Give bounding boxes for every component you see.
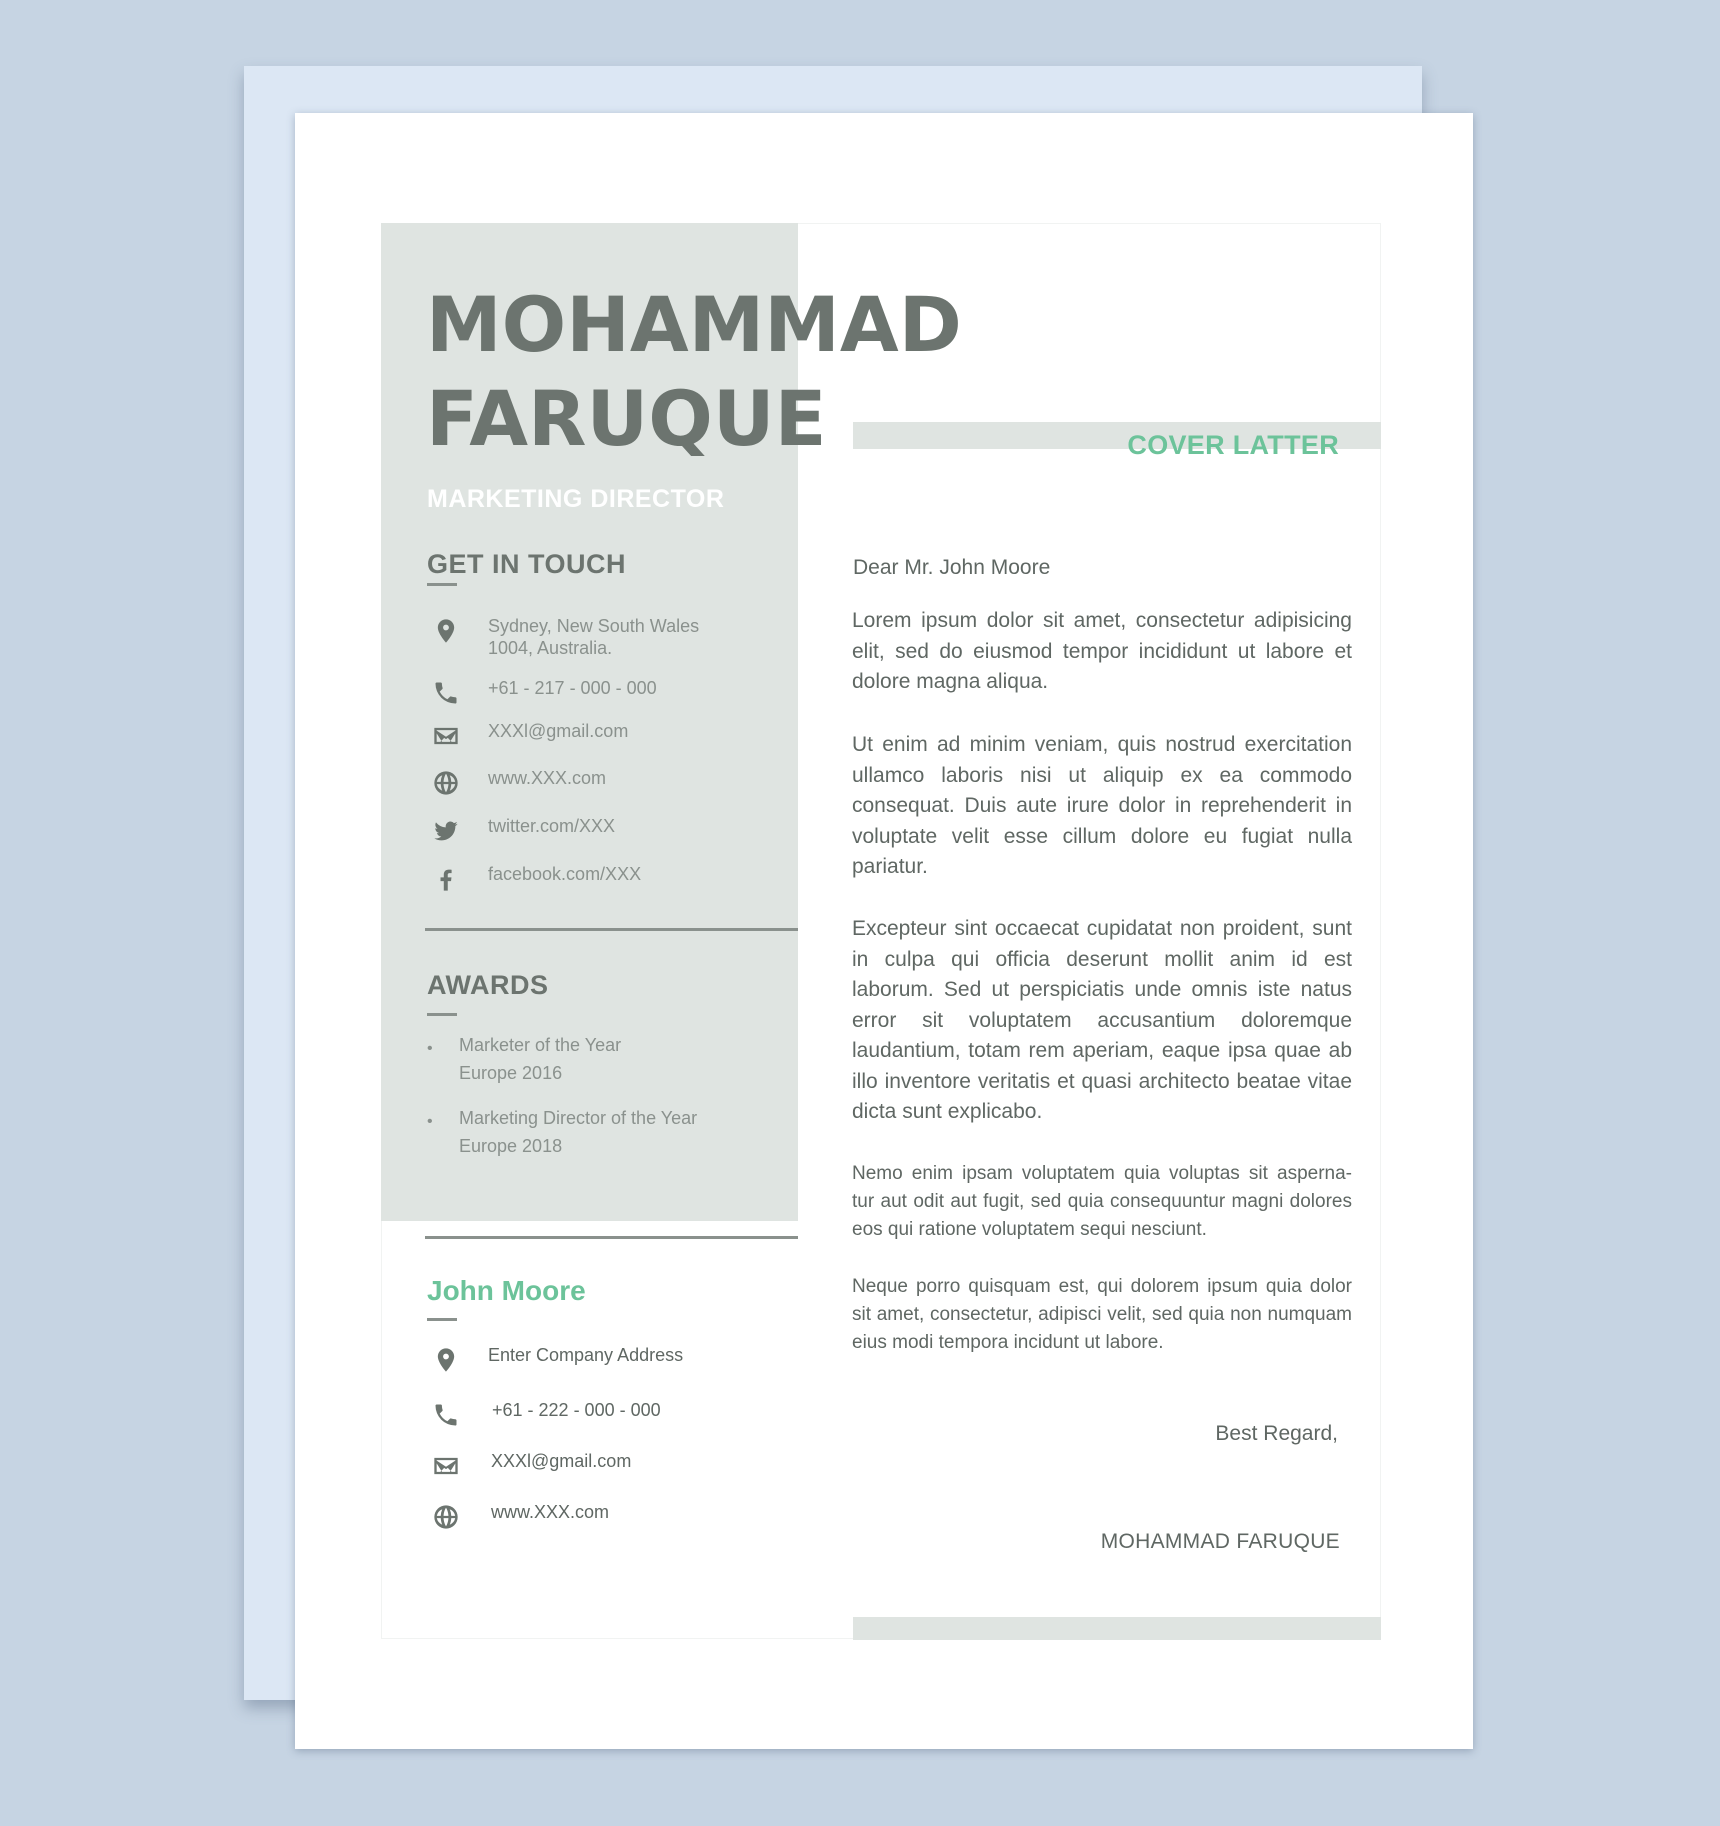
contact-heading: GET IN TOUCH [427, 549, 627, 579]
recipient-phone-text: +61 - 222 - 000 - 000 [492, 1400, 661, 1420]
contact-twitter-text: twitter.com/XXX [488, 816, 616, 836]
letter-paragraph-1: Lorem ipsum dolor sit amet, consectetur adipisicing elit, sed do eiusmod tempor incididunt ut labore et dolore magna aliqua. [852, 609, 1352, 693]
contact-website-text: www.XXX.com [488, 768, 607, 788]
job-title: MARKETING DIRECTOR [427, 485, 725, 513]
recipient-website [430, 1501, 609, 1533]
name-line-2: FARUQUE [426, 374, 827, 463]
recipient-address-text: Enter Company Address [488, 1345, 684, 1365]
contact-address [430, 615, 699, 659]
globe-icon [430, 767, 462, 799]
letter-paragraph-3: Excepteur sint occaecat cupidatat non proident, sunt in culpa qui officia deserunt mollit anim id est laborum. Sed ut perspiciatis unde omnis iste natus error sit voluptatem accusantium doloremque laudantium, totam rem aperiam, eaque ipsa quae ab illo inventore veritatis et quasi architecto beatae vitae dicta sunt explicabo. [852, 917, 1352, 1123]
contact-twitter [430, 815, 615, 847]
award-text: Marketing Director of the Year Europe 2018 [459, 1108, 698, 1156]
footer-band [853, 1617, 1381, 1640]
letter-paragraph-5: Neque porro quisquam est, qui dolorem ipsum quia dolor sit amet, consectetur, adipisci velit, sed quia non numquam eius modi tempora incidunt ut labore. [852, 1276, 1352, 1353]
envelope-icon [430, 1450, 462, 1482]
award-item [427, 1104, 697, 1160]
contact-phone-text: +61 - 217 - 000 - 000 [488, 678, 657, 698]
recipient-email-text: XXXl@gmail.com [491, 1451, 632, 1471]
recipient-website-text: www.XXX.com [491, 1502, 610, 1522]
award-item [427, 1031, 621, 1087]
contact-facebook [430, 863, 641, 895]
phone-icon [430, 1399, 462, 1431]
bullet: • [427, 1040, 433, 1057]
bullet: • [427, 1113, 433, 1130]
recipient-address [430, 1344, 683, 1376]
envelope-icon [430, 720, 462, 752]
globe-icon [430, 1501, 462, 1533]
letter-paragraph-2: Ut enim ad minim veniam, quis nostrud exercitation ullamco laboris nisi ut aliquip ex ea commodo consequat. Duis aute irure dolor in reprehenderit in voluptate velit esse cillum dolore eu fugiat nulla pariatur. [852, 733, 1352, 878]
facebook-icon [430, 863, 462, 895]
phone-icon [430, 677, 462, 709]
twitter-icon [430, 815, 462, 847]
awards-heading: AWARDS [427, 970, 549, 1000]
contact-phone [430, 677, 657, 709]
awards-heading-underline [427, 1013, 457, 1016]
letter-closing: Best Regard, [1215, 1422, 1338, 1445]
recipient-phone [430, 1399, 661, 1431]
name-line-1: MOHAMMAD [426, 280, 962, 369]
contact-address-text: Sydney, New South Wales 1004, Australia. [488, 616, 700, 658]
cover-letter-title-wrap [853, 430, 1339, 461]
contact-email-text: XXXl@gmail.com [488, 721, 629, 741]
location-pin-icon [430, 615, 462, 647]
contact-website [430, 767, 606, 799]
recipient-name: John Moore [427, 1275, 586, 1306]
location-pin-icon [430, 1344, 462, 1376]
contact-heading-underline [427, 583, 457, 586]
letter-paragraph-4: Nemo enim ipsam voluptatem quia voluptas sit asperna- tur aut odit aut fugit, sed quia consequuntur magni dolores eos qui ratione voluptatem sequi nesciunt. [852, 1163, 1352, 1240]
letter-salutation: Dear Mr. John Moore [853, 556, 1051, 579]
award-text: Marketer of the Year Europe 2016 [459, 1035, 622, 1083]
recipient-divider [425, 1236, 798, 1239]
contact-email [430, 720, 628, 752]
recipient-email [430, 1450, 631, 1482]
cover-letter-title: COVER LATTER [1127, 430, 1339, 460]
contact-facebook-text: facebook.com/XXX [488, 864, 642, 884]
letter-signature: MOHAMMAD FARUQUE [1100, 1530, 1340, 1553]
contact-divider [425, 928, 798, 931]
recipient-name-underline [427, 1318, 457, 1321]
